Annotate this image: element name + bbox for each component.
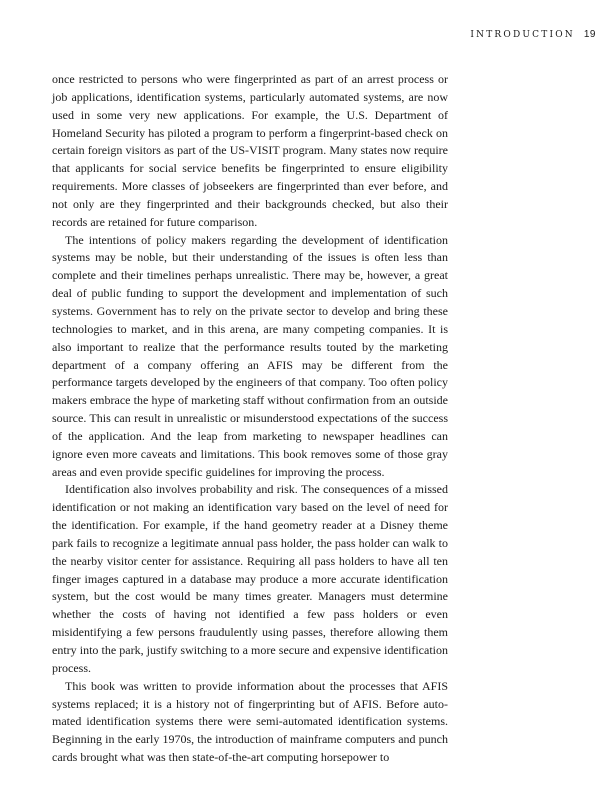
page-number: 19 <box>583 29 596 40</box>
paragraph-2: The intentions of policy makers regarding the development of identification systems may be noble, but their understanding of the issues is often less than complete and their timelines perhaps unrealistic. There may be, however, a great deal of public funding to support the development and implementation of such systems. Government has to rely on the private sector to develop and bring these technologies to market, and in this arena, are many competing companies. It is also important to realize that the performance results touted by the marketing department of a company offering an AFIS may be different from the performance targets developed by the engineers of that company. Too often policy makers embrace the hype of marketing staff without confirmation from an outside source. This can result in unrealistic or misunderstood expectations of the success of the application. And the leap from marketing to newspaper headlines can ignore even more caveats and limitations. This book removes some of those gray areas and even provide specific guidelines for improving the process. <box>52 232 448 479</box>
paragraph-3: Identification also involves probability and risk. The consequences of a missed identification or not making an identification vary based on the level of need for the identification. For example, if the hand geometry reader at a Disney theme park fails to recognize a legitimate annual pass holder, the pass holder can walk to the nearby visitor center for assistance. Requiring all pass holders to have all ten finger images captured in a database may produce a more accurate identification system, but the cost would be many times greater. Managers must determine whether the costs of having not identified a few pass holders or even misidentifying a few persons fraudulently using passes, therefore allowing them entry into the park, justify switching to a more secure and expensive identification process. <box>52 482 448 675</box>
paragraph-4: This book was written to provide information about the processes that AFIS systems replaced; it is a history not of fingerprinting but of AFIS. Before automated identification systems there were semi-automated identification systems. Beginning in the early 1970s, the introduction of mainframe computers and punch cards brought what was then state-of-the-art computing horsepower to <box>52 678 448 765</box>
running-header <box>470 29 596 40</box>
paragraph-1: once restricted to persons who were fingerprinted as part of an arrest process or job applications, identification systems, particularly automated systems, are now used in some very new applications. For example, the U.S. Department of Homeland Security has piloted a program to perform a fingerprint-based check on certain foreign visitors as part of the US-VISIT program. Many states now require that applicants for social service benefits be fingerprinted to ensure eligibility requirements. More classes of jobseekers are fingerprinted than ever before, and not only are they fingerprinted and their backgrounds checked, but also their records are retained for future comparison. <box>52 72 448 229</box>
body-text <box>52 71 448 767</box>
running-head-title: INTRODUCTION <box>470 30 575 40</box>
